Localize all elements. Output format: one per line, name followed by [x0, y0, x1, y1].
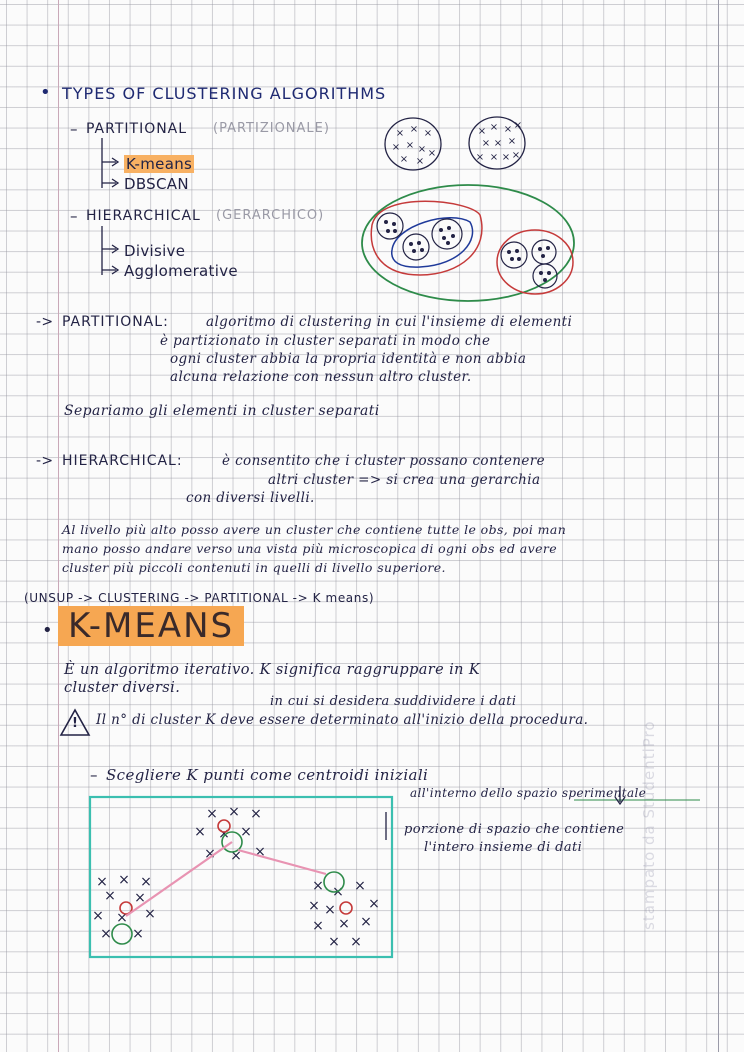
hierarchical-paragraph-line-1: Al livello più alto posso avere un cluster che contiene tutte le obs, poi man	[62, 522, 567, 537]
svg-text:×: ×	[391, 142, 401, 153]
svg-text:×: ×	[134, 890, 146, 906]
svg-text:×: ×	[415, 156, 425, 167]
svg-text:×: ×	[477, 126, 487, 137]
svg-text:×: ×	[493, 138, 503, 149]
hierarchical-type-label: HIERARCHICAL	[86, 208, 201, 224]
svg-text:×: ×	[218, 826, 230, 842]
hierarchical-def-line-3: con diversi livelli.	[186, 490, 315, 506]
svg-text:×: ×	[417, 144, 427, 155]
svg-text:×: ×	[194, 824, 206, 840]
svg-text:×: ×	[140, 874, 152, 890]
data-points	[92, 804, 380, 950]
svg-text:×: ×	[395, 128, 405, 139]
svg-text:×: ×	[328, 934, 340, 950]
svg-text:×: ×	[230, 848, 242, 864]
centroid-links	[126, 842, 326, 916]
partitional-type-label: PARTITIONAL	[86, 121, 188, 137]
svg-text:×: ×	[507, 136, 517, 147]
warning-symbol: !	[72, 716, 79, 731]
svg-text:×: ×	[204, 846, 216, 862]
partitional-def-line-2: è partizionato in cluster separati in modo che	[160, 333, 491, 349]
partitional-def-line-3: ogni cluster abbia la propria identità e non abbia	[170, 351, 527, 367]
svg-text:×: ×	[481, 138, 491, 149]
svg-text:×: ×	[338, 916, 350, 932]
svg-text:×: ×	[513, 120, 523, 131]
partitional-translation: (PARTIZIONALE)	[213, 121, 330, 136]
svg-text:×: ×	[92, 908, 104, 924]
svg-text:×: ×	[240, 824, 252, 840]
svg-text:×: ×	[206, 806, 218, 822]
warning-text: Il n° di cluster K deve essere determinato all'inizio della procedura.	[96, 712, 589, 728]
svg-text:×: ×	[489, 152, 499, 163]
hierarchical-def-line-1: è consentito che i cluster possano contenere	[222, 453, 545, 469]
svg-text:×: ×	[475, 152, 485, 163]
list-item-divisive: Divisive	[124, 242, 186, 260]
kmeans-description-line-1: È un algoritmo iterativo. K significa raggruppare in K	[64, 662, 481, 678]
svg-text:×: ×	[100, 926, 112, 942]
svg-text:×: ×	[228, 804, 240, 820]
side-note-experimental-space: all'interno dello spazio sperimentale	[410, 786, 647, 800]
svg-text:×: ×	[368, 896, 380, 912]
kmeans-description-line-2: cluster diversi.	[64, 680, 181, 696]
hierarchical-def-arrow: ->	[36, 453, 54, 469]
svg-text:×: ×	[350, 934, 362, 950]
svg-text:×: ×	[144, 906, 156, 922]
step-dash: –	[90, 766, 98, 784]
svg-text:×: ×	[489, 122, 499, 133]
page-title: TYPES OF CLUSTERING ALGORITHMS	[62, 84, 387, 103]
kmeans-insert-note: in cui si desidera suddividere i dati	[270, 694, 517, 709]
svg-text:×: ×	[332, 884, 344, 900]
svg-text:×: ×	[254, 844, 266, 860]
partitional-def-line-1: algoritmo di clustering in cui l'insieme di elementi	[206, 314, 573, 330]
svg-text:×: ×	[409, 124, 419, 135]
svg-text:×: ×	[360, 914, 372, 930]
svg-text:×: ×	[118, 872, 130, 888]
svg-text:×: ×	[132, 926, 144, 942]
svg-text:×: ×	[250, 806, 262, 822]
svg-text:×: ×	[423, 128, 433, 139]
svg-text:×: ×	[104, 888, 116, 904]
svg-text:×: ×	[96, 874, 108, 890]
svg-text:×: ×	[405, 140, 415, 151]
partitional-summary: Separiamo gli elementi in cluster separati	[64, 403, 380, 419]
kmeans-title: K-MEANS	[58, 606, 244, 646]
side-note-space-portion-1: porzione di spazio che contiene	[404, 822, 625, 837]
hierarchical-paragraph-line-3: cluster più piccoli contenuti in quelli di livello superiore.	[62, 560, 446, 575]
hierarchical-translation: (GERARCHICO)	[216, 208, 325, 223]
svg-text:×: ×	[312, 918, 324, 934]
svg-text:×: ×	[503, 124, 513, 135]
svg-text:×: ×	[354, 878, 366, 894]
svg-text:×: ×	[501, 152, 511, 163]
svg-text:×: ×	[116, 910, 128, 926]
hierarchical-def-label: HIERARCHICAL:	[62, 453, 183, 469]
partitional-def-line-4: alcuna relazione con nessun altro cluster.	[170, 369, 472, 385]
hierarchy-example	[362, 185, 574, 301]
hierarchical-paragraph-line-2: mano posso andare verso una vista più microscopica di ogni obs ed avere	[62, 541, 558, 556]
svg-text:×: ×	[399, 154, 409, 165]
svg-text:×: ×	[312, 878, 324, 894]
list-item-kmeans: K-means	[126, 155, 193, 173]
side-note-space-portion-2: l'intero insieme di dati	[424, 840, 583, 855]
svg-text:×: ×	[427, 148, 437, 159]
partitional-def-arrow: ->	[36, 314, 54, 330]
partitional-def-label: PARTITIONAL:	[62, 314, 169, 330]
hierarchical-dash: –	[70, 207, 78, 225]
partition-example-points	[392, 120, 522, 167]
list-item-agglomerative: Agglomerative	[124, 262, 238, 280]
list-item-dbscan: DBSCAN	[124, 175, 189, 193]
step-text: Scegliere K punti come centroidi iniziali	[106, 766, 429, 784]
svg-text:×: ×	[511, 150, 521, 161]
watermark-text: stampato da StudentiPro	[640, 720, 658, 930]
partitional-dash: –	[70, 120, 78, 138]
kmeans-bullet: •	[42, 620, 53, 641]
down-arrow-icon	[615, 786, 625, 804]
svg-text:×: ×	[308, 898, 320, 914]
svg-text:×: ×	[324, 902, 336, 918]
hierarchical-def-line-2: altri cluster => si crea una gerarchia	[268, 472, 541, 488]
heading-bullet: •	[40, 82, 52, 103]
taxonomy-path: (UNSUP -> CLUSTERING -> PARTITIONAL -> K means)	[24, 591, 375, 605]
